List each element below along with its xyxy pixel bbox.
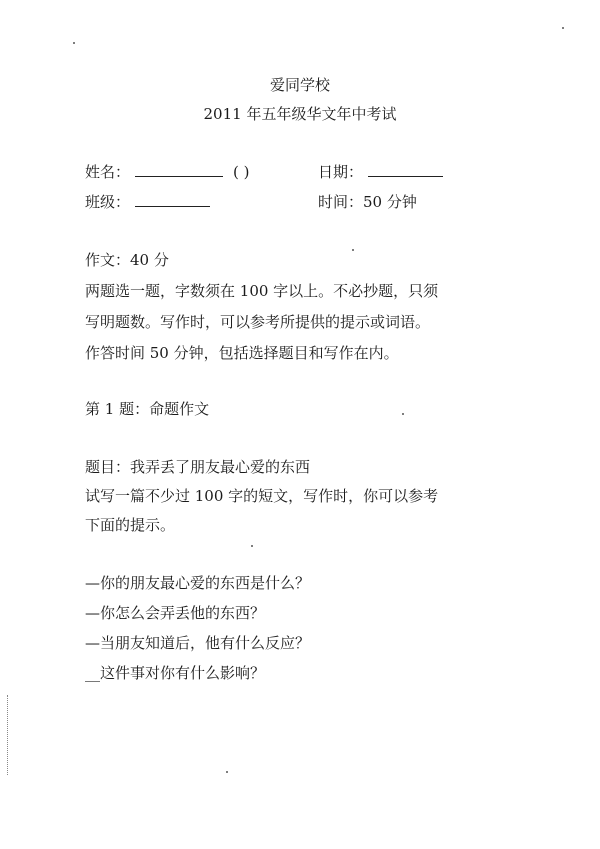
instruction-line: 作答时间 50 分钟，包括选择题目和写作在内。: [85, 344, 399, 362]
hint-item: __这件事对你有什么影响？: [85, 664, 266, 682]
scan-speck: [402, 413, 404, 415]
hint-item: —你怎么会弄丢他的东西？: [85, 604, 266, 622]
instruction-line: 两题选一题，字数须在 100 字以上。不必抄题，只须: [85, 282, 439, 300]
hint-item: —当朋友知道后，他有什么反应？: [85, 634, 311, 652]
prompt-line: 下面的提示。: [85, 516, 176, 534]
class-field: [85, 192, 210, 212]
time-field: [318, 192, 417, 212]
hint-item: —你的朋友最心爱的东西是什么？: [85, 574, 311, 592]
scan-speck: [226, 771, 228, 773]
class-blank: [135, 192, 210, 207]
scan-speck: [73, 42, 75, 44]
question-1-heading: 第 1 题：命题作文: [85, 400, 210, 418]
name-blank: [135, 162, 223, 177]
date-field: [318, 162, 443, 182]
scan-speck: [562, 27, 564, 29]
time-label: 时间：: [318, 193, 364, 211]
scan-speck: [251, 545, 253, 547]
instruction-line: 写明题数。写作时，可以参考所提供的提示或词语。: [85, 313, 431, 331]
date-blank: [368, 162, 443, 177]
essay-topic: 题目：我弄丢了朋友最心爱的东西: [85, 458, 311, 476]
scan-speck: [352, 249, 354, 251]
scan-edge-mark: [7, 695, 10, 775]
essay-heading: 作文：40 分: [85, 251, 169, 269]
index-paren: ( ): [233, 163, 250, 181]
name-label: 姓名：: [85, 163, 131, 181]
time-value: 50 分钟: [363, 193, 417, 211]
school-name: 爱同学校: [269, 76, 330, 94]
exam-title: 2011 年五年级华文年中考试: [203, 105, 397, 123]
prompt-line: 试写一篇不少过 100 字的短文，写作时，你可以参考: [85, 487, 439, 505]
name-field: [85, 162, 223, 182]
class-label: 班级：: [85, 193, 131, 211]
date-label: 日期：: [318, 163, 364, 181]
